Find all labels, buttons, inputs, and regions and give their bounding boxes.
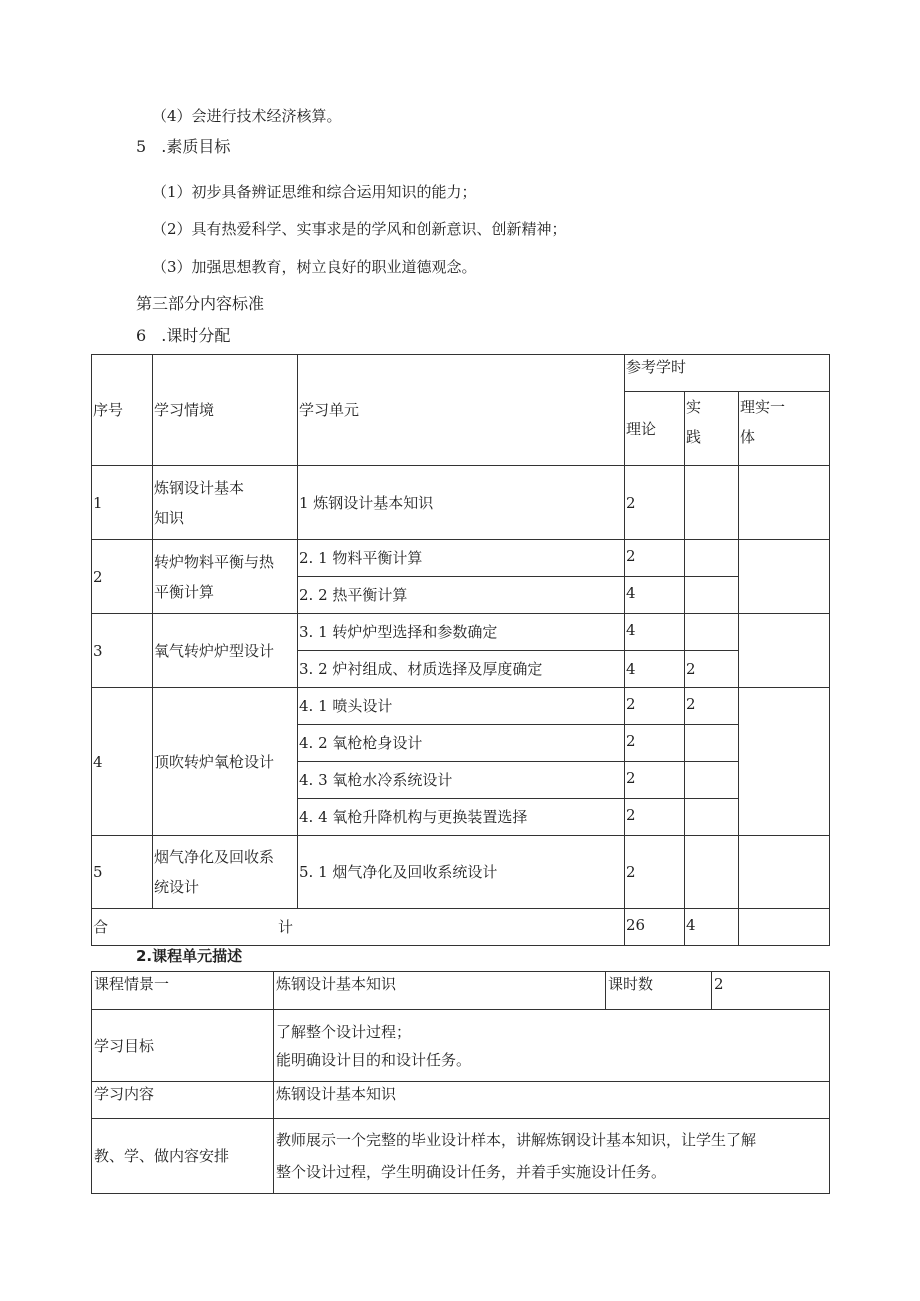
section-5-title: .素质目标 [161,137,231,156]
theory-cell: 2 [625,540,685,577]
header-practice-line1: 实 [686,398,702,416]
total-label-a: 合 [93,918,109,936]
total-row [92,909,830,946]
goal-line: 能明确设计目的和设计任务。 [276,1050,472,1069]
total-practice: 4 [685,909,739,946]
integrated-cell [739,836,830,909]
situation-cell [153,466,298,540]
unit-cell: 1 炼钢设计基本知识 [298,466,625,540]
hours-table [91,354,830,946]
table-row [92,614,830,651]
section-6-title: .课时分配 [161,326,231,345]
seq-cell: 2 [92,540,153,614]
total-label [92,909,625,946]
situation-cell: 顶吹转炉氧枪设计 [153,688,298,836]
theory-cell: 4 [625,651,685,688]
theory-cell: 4 [625,577,685,614]
situation-line: 统设计 [154,878,200,896]
seq-cell: 3 [92,614,153,688]
unit-cell: 4. 1 喷头设计 [298,688,625,725]
integrated-cell [739,614,830,688]
situation-line: 知识 [154,508,185,527]
header-unit: 学习单元 [298,355,625,466]
practice-cell [685,762,739,799]
situation-line: 转炉物料平衡与热 [154,552,275,571]
theory-cell: 2 [625,799,685,836]
arrange-value [274,1119,830,1194]
table-row [92,466,830,540]
hours-label: 课时数 [606,972,712,1010]
goal-value [274,1010,830,1082]
unit-cell: 2. 1 物料平衡计算 [298,540,625,577]
unit-cell: 2. 2 热平衡计算 [298,577,625,614]
theory-cell: 2 [625,762,685,799]
section-6-heading [136,326,230,346]
unit-cell: 4. 2 氧枪枪身设计 [298,725,625,762]
situation-line: 平衡计算 [154,582,215,601]
quality-item-2: （2）具有热爱科学、实事求是的学风和创新意识、创新精神； [152,220,567,238]
quality-item-1: （1）初步具备辨证思维和综合运用知识的能力； [152,183,477,201]
unit-cell: 5. 1 烟气净化及回收系统设计 [298,836,625,909]
unit-description-table [91,971,830,1194]
theory-cell: 4 [625,614,685,651]
table-row [92,540,830,577]
header-seq: 序号 [92,355,153,466]
practice-cell: 2 [685,688,739,725]
arrange-line: 教师展示一个完整的毕业设计样本，讲解炼钢设计基本知识，让学生了解 [276,1131,757,1149]
table-row [92,688,830,725]
seq-cell: 1 [92,466,153,540]
header-integrated [739,392,830,466]
unit-cell: 4. 4 氧枪升降机构与更换装置选择 [298,799,625,836]
content-label: 学习内容 [92,1082,274,1119]
header-theory: 理论 [625,392,685,466]
practice-cell [685,540,739,577]
practice-cell [685,799,739,836]
theory-cell: 2 [625,688,685,725]
header-integrated-line1: 理实一 [740,398,786,416]
integrated-cell [739,466,830,540]
practice-cell [685,614,739,651]
unit-cell: 3. 2 炉衬组成、材质选择及厚度确定 [298,651,625,688]
practice-cell [685,836,739,909]
objective-item-4: （4）会进行技术经济核算。 [152,107,342,125]
arrange-line: 整个设计过程，学生明确设计任务，并着手实施设计任务。 [276,1163,667,1181]
situation-cell [153,836,298,909]
unit-cell: 3. 1 转炉炉型选择和参数确定 [298,614,625,651]
total-theory: 26 [625,909,685,946]
situation-line: 烟气净化及回收系 [154,848,275,866]
content-value: 炼钢设计基本知识 [274,1082,830,1119]
part-3-title: 第三部分内容标准 [136,294,265,313]
section-5-heading [136,137,230,157]
total-integrated [739,909,830,946]
integrated-cell [739,688,830,836]
unit-cell: 4. 3 氧枪水冷系统设计 [298,762,625,799]
quality-item-3: （3）加强思想教育，树立良好的职业道德观念。 [152,258,477,276]
theory-cell: 2 [625,466,685,540]
theory-cell: 2 [625,836,685,909]
hours-value: 2 [712,972,830,1010]
practice-cell [685,466,739,540]
scene-label: 课程情景一 [92,972,274,1010]
seq-cell: 4 [92,688,153,836]
seq-cell: 5 [92,836,153,909]
situation-line: 炼钢设计基本 [154,478,245,497]
section-6-number: 6 [136,326,147,345]
practice-cell [685,725,739,762]
section-2-heading: 2.课程单元描述 [136,947,243,965]
practice-cell: 2 [685,651,739,688]
scene-value: 炼钢设计基本知识 [274,972,606,1010]
goal-line: 了解整个设计过程； [276,1022,412,1041]
integrated-cell [739,540,830,614]
goal-label: 学习目标 [92,1010,274,1082]
header-ref-hours: 参考学时 [625,355,830,392]
header-situation: 学习情境 [153,355,298,466]
practice-cell [685,577,739,614]
total-label-b: 计 [278,918,294,936]
table-row [92,836,830,909]
arrange-label: 教、学、做内容安排 [92,1119,274,1194]
header-practice-line2: 践 [686,428,702,446]
theory-cell: 2 [625,725,685,762]
header-integrated-line2: 体 [740,428,756,446]
section-5-number: 5 [136,137,147,156]
header-practice [685,392,739,466]
situation-cell: 氧气转炉炉型设计 [153,614,298,688]
situation-cell [153,540,298,614]
